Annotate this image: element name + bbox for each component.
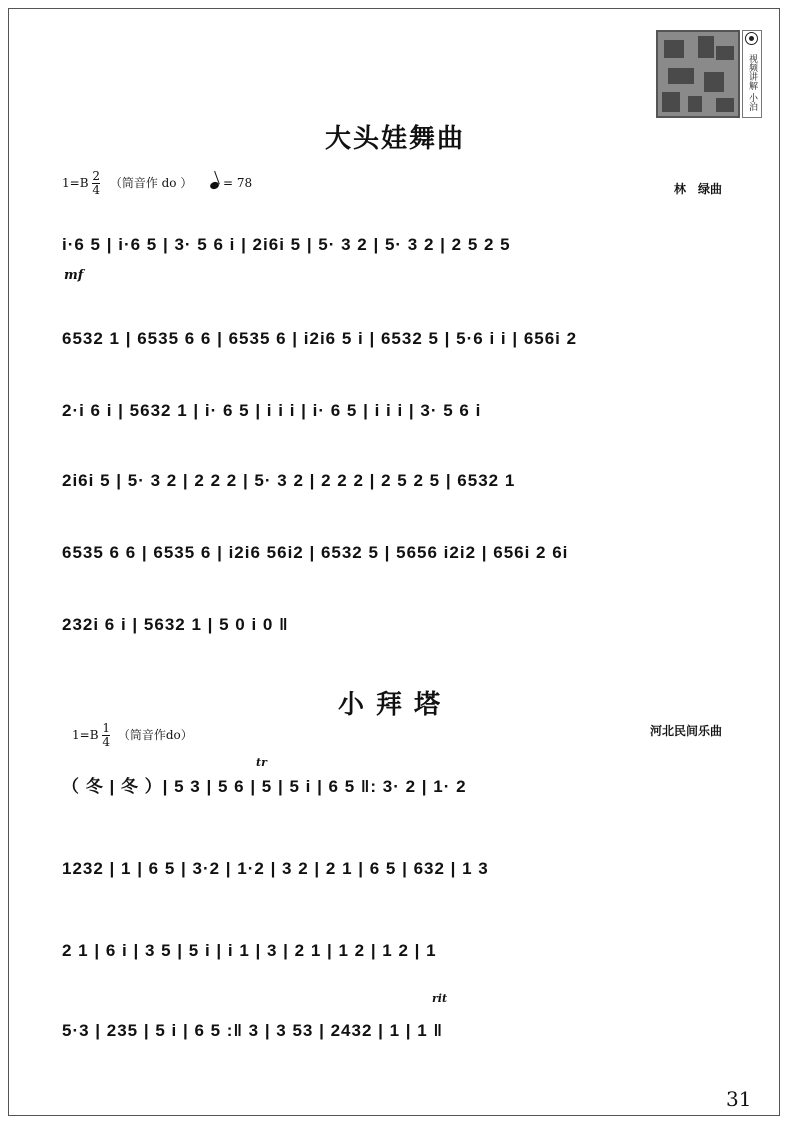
rit-mark: rit bbox=[432, 992, 448, 1005]
song2-line-4: 5·3 | 235 | 5 i | 6 5 :‖ 3 | 3 53 | 2432 | 1 | 1 ‖ bbox=[62, 1021, 443, 1040]
page-number: 31 bbox=[726, 1087, 752, 1111]
song2-line-1: （ 冬 | 冬 ）| 5 3 | 5 6 | 5 | 5 i | 6 5 ‖: 3· 2 | 1· 2 bbox=[62, 777, 467, 796]
song2-line-3: 2 1 | 6 i | 3 5 | 5 i | i 1 | 3 | 2 1 | 1 2 | 1 2 | 1 bbox=[62, 941, 437, 960]
song1-tuning: （筒音作 do ） bbox=[109, 176, 193, 190]
song1-key: 1=B bbox=[62, 176, 89, 190]
qr-side-label: 视频讲解 小泊 bbox=[742, 30, 762, 118]
song1-line-1: i·6 5 | i·6 5 | 3· 5 6 i | 2i6i 5 | 5· 3 2 | 5· 3 2 | 2 5 2 5 bbox=[62, 235, 511, 254]
song1-line-3: 2·i 6 i | 5632 1 | i· 6 5 | i i i | i· 6 5 | i i i | 3· 5 6 i bbox=[62, 401, 482, 420]
song1-composer: 林 绿曲 bbox=[674, 182, 723, 196]
song1-title: 大头娃舞曲 bbox=[324, 124, 465, 154]
song2-title: 小拜塔 bbox=[337, 690, 452, 720]
song1-dynamic: mf bbox=[64, 268, 84, 283]
song2-tuning: （筒音作do） bbox=[117, 728, 193, 742]
song2-composer: 河北民间乐曲 bbox=[650, 724, 723, 738]
video-qr-code[interactable] bbox=[656, 30, 764, 118]
song2-line-2: 1232 | 1 | 6 5 | 3·2 | 1·2 | 3 2 | 2 1 | 6 5 | 632 | 1 3 bbox=[62, 859, 489, 878]
song1-line-4: 2i6i 5 | 5· 3 2 | 2 2 2 | 5· 3 2 | 2 2 2 | 2 5 2 5 | 6532 1 bbox=[62, 471, 516, 490]
song1-tempo: = 78 bbox=[223, 176, 253, 190]
song1-time-signature: $\frac{2}{4}$ bbox=[92, 169, 100, 197]
qr-code-image[interactable] bbox=[656, 30, 740, 118]
quarter-note-icon bbox=[209, 181, 220, 191]
song2-meta bbox=[72, 722, 193, 749]
song2-time-signature: $\frac{1}{4}$ bbox=[102, 721, 110, 749]
song1-line-6: 232i 6 i | 5632 1 | 5 0 i 0 ‖ bbox=[62, 615, 289, 634]
trill-mark: tr bbox=[256, 756, 267, 769]
song2-key: 1=B bbox=[72, 728, 99, 742]
song1-meta bbox=[62, 170, 252, 197]
song1-line-2: 6532 1 | 6535 6 6 | 6535 6 | i2i6 5 i | 6532 5 | 5·6 i i | 656i 2 bbox=[62, 329, 578, 348]
song1-line-5: 6535 6 6 | 6535 6 | i2i6 56i2 | 6532 5 | 5656 i2i2 | 656i 2 6i bbox=[62, 543, 569, 562]
